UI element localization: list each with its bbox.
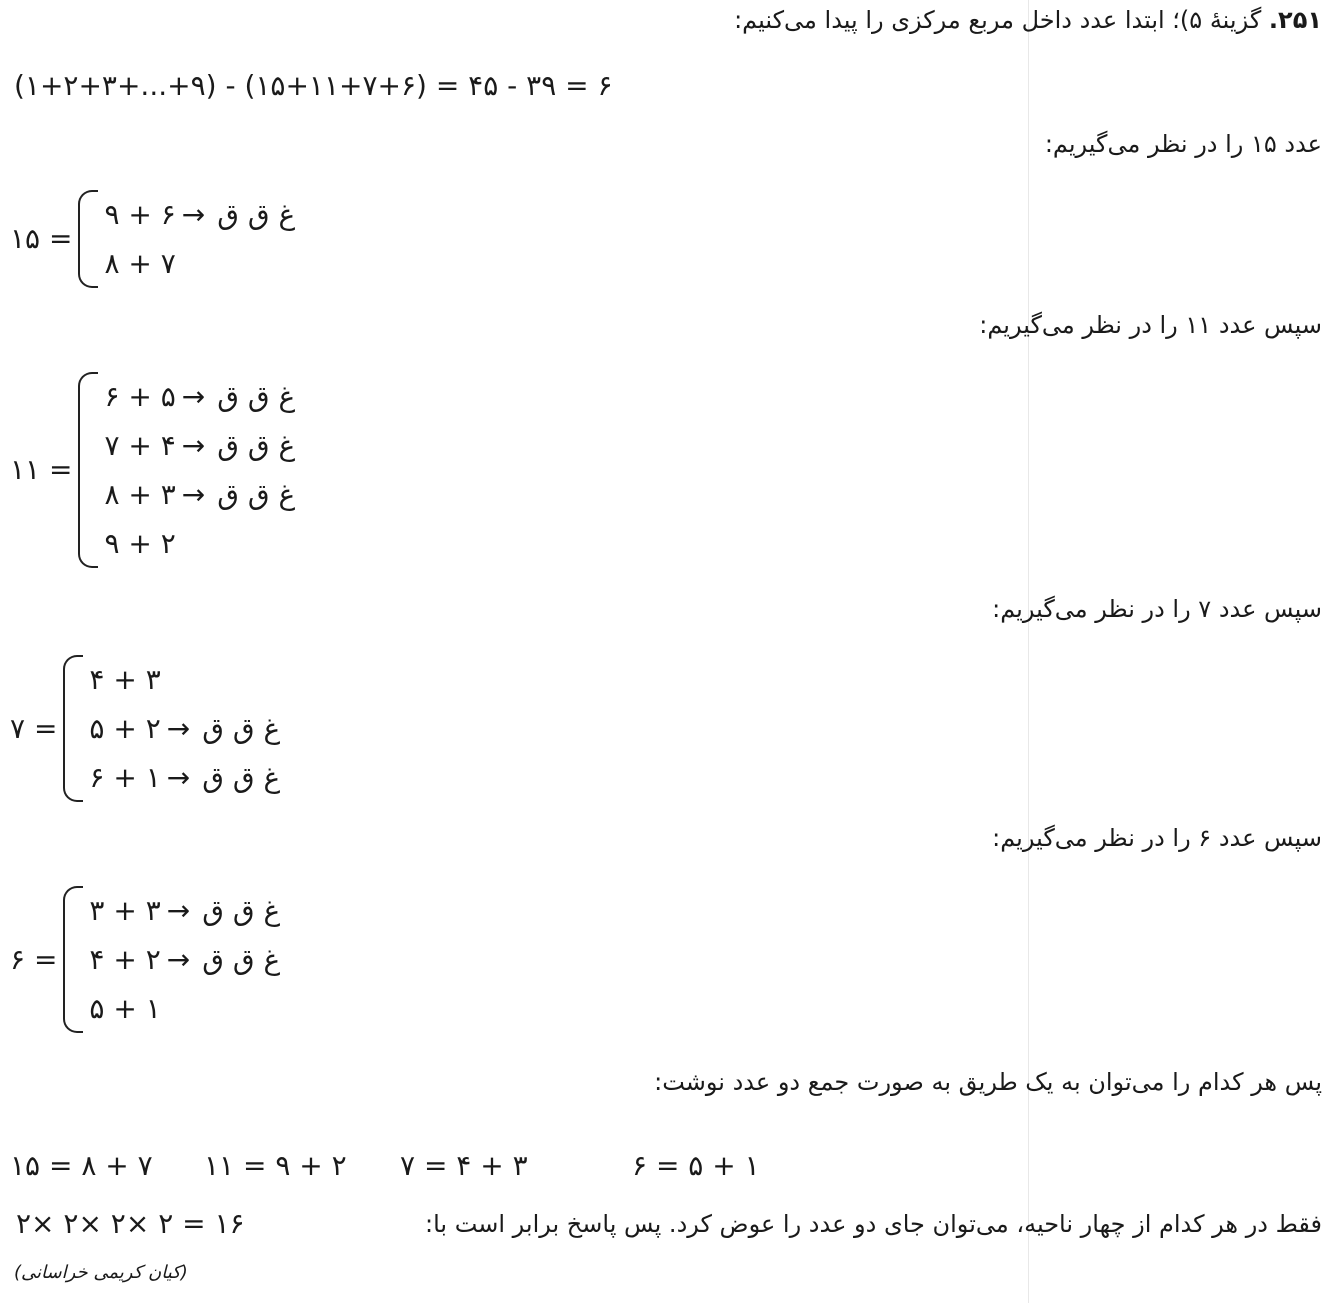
case-7-lhs: ۷ =: [10, 711, 58, 745]
case-row: ۳ + ۳ → غ ق ق: [89, 886, 280, 935]
sum-15: ۱۵ = ۸ + ۷: [10, 1149, 153, 1182]
case-11-lhs: ۱۱ =: [10, 453, 73, 486]
case-row: ۴ + ۳: [89, 663, 161, 696]
case-7-rows: [89, 655, 280, 802]
case-row: ۶ + ۵ → غ ق ق: [104, 372, 295, 421]
arrow-icon: →: [166, 761, 191, 794]
problem-intro: گزینهٔ ۵)؛ ابتدا عدد داخل مربع مرکزی را پیدا می‌کنیم:: [734, 6, 1262, 34]
arrow-icon: →: [181, 380, 206, 413]
case-mark: غ ق ق: [202, 894, 281, 927]
conclusion-result: ۲× ۲× ۲× ۲ = ۱۶: [16, 1207, 245, 1240]
case-row: ۷ + ۴ → غ ق ق: [104, 421, 295, 470]
case-mark: غ ق ق: [217, 380, 296, 413]
case-15-rows: [104, 190, 295, 288]
author-credit: (کیان کریمی خراسانی): [14, 1262, 188, 1283]
sum-7: ۷ = ۴ + ۳: [400, 1149, 528, 1182]
case-row: ۸ + ۷: [104, 247, 176, 280]
case-mark: غ ق ق: [217, 429, 296, 462]
case-mark: غ ق ق: [202, 943, 281, 976]
case-row: ۹ + ۲: [104, 527, 176, 560]
case-row: ۴ + ۲ → غ ق ق: [89, 935, 280, 984]
case-row: ۵ + ۲ → غ ق ق: [89, 704, 280, 753]
main-equation: (۱+۲+۳+...+۹) - (۱۵+۱۱+۷+۶) = ۴۵ - ۳۹ = ۶: [14, 69, 613, 102]
case-row: ۹ + ۶ → غ ق ق: [104, 190, 295, 239]
case-15-lhs: ۱۵ =: [10, 222, 73, 255]
case-mark: غ ق ق: [202, 761, 281, 794]
case-mark: غ ق ق: [202, 712, 281, 745]
case-6-lhs: ۶ =: [10, 942, 58, 976]
case-mark: غ ق ق: [217, 198, 296, 231]
scan-fold-line: [1028, 0, 1029, 1303]
arrow-icon: →: [181, 198, 206, 231]
arrow-icon: →: [181, 478, 206, 511]
left-brace: [63, 886, 83, 1033]
summary-intro: پس هر کدام را می‌توان به یک طریق به صورت جمع دو عدد نوشت:: [654, 1068, 1322, 1096]
case-row: ۵ + ۱: [89, 992, 161, 1025]
case-6-rows: [89, 886, 280, 1033]
problem-header: [734, 4, 1322, 36]
sum-11: ۱۱ = ۹ + ۲: [204, 1149, 347, 1182]
sum-6: ۶ = ۵ + ۱: [632, 1149, 760, 1182]
left-brace: [78, 372, 98, 568]
conclusion-text: فقط در هر کدام از چهار ناحیه، می‌توان جای دو عدد را عوض کرد. پس پاسخ برابر است با:: [424, 1210, 1322, 1238]
case-6-intro: سپس عدد ۶ را در نظر می‌گیریم:: [992, 824, 1322, 852]
case-row: ۶ + ۱ → غ ق ق: [89, 753, 280, 802]
case-mark: غ ق ق: [217, 478, 296, 511]
case-7-intro: سپس عدد ۷ را در نظر می‌گیریم:: [992, 595, 1322, 623]
arrow-icon: →: [166, 712, 191, 745]
case-11-intro: سپس عدد ۱۱ را در نظر می‌گیریم:: [979, 311, 1322, 339]
arrow-icon: →: [166, 943, 191, 976]
left-brace: [78, 190, 98, 288]
left-brace: [63, 655, 83, 802]
case-row: ۸ + ۳ → غ ق ق: [104, 470, 295, 519]
case-15-intro: عدد ۱۵ را در نظر می‌گیریم:: [1044, 130, 1322, 158]
case-11-rows: [104, 372, 295, 568]
case-11-block: [10, 372, 295, 568]
arrow-icon: →: [181, 429, 206, 462]
case-7-block: [10, 655, 280, 802]
arrow-icon: →: [166, 894, 191, 927]
case-6-block: [10, 886, 280, 1033]
case-15-block: [10, 190, 295, 288]
problem-number: ۲۵۱.: [1268, 6, 1322, 34]
